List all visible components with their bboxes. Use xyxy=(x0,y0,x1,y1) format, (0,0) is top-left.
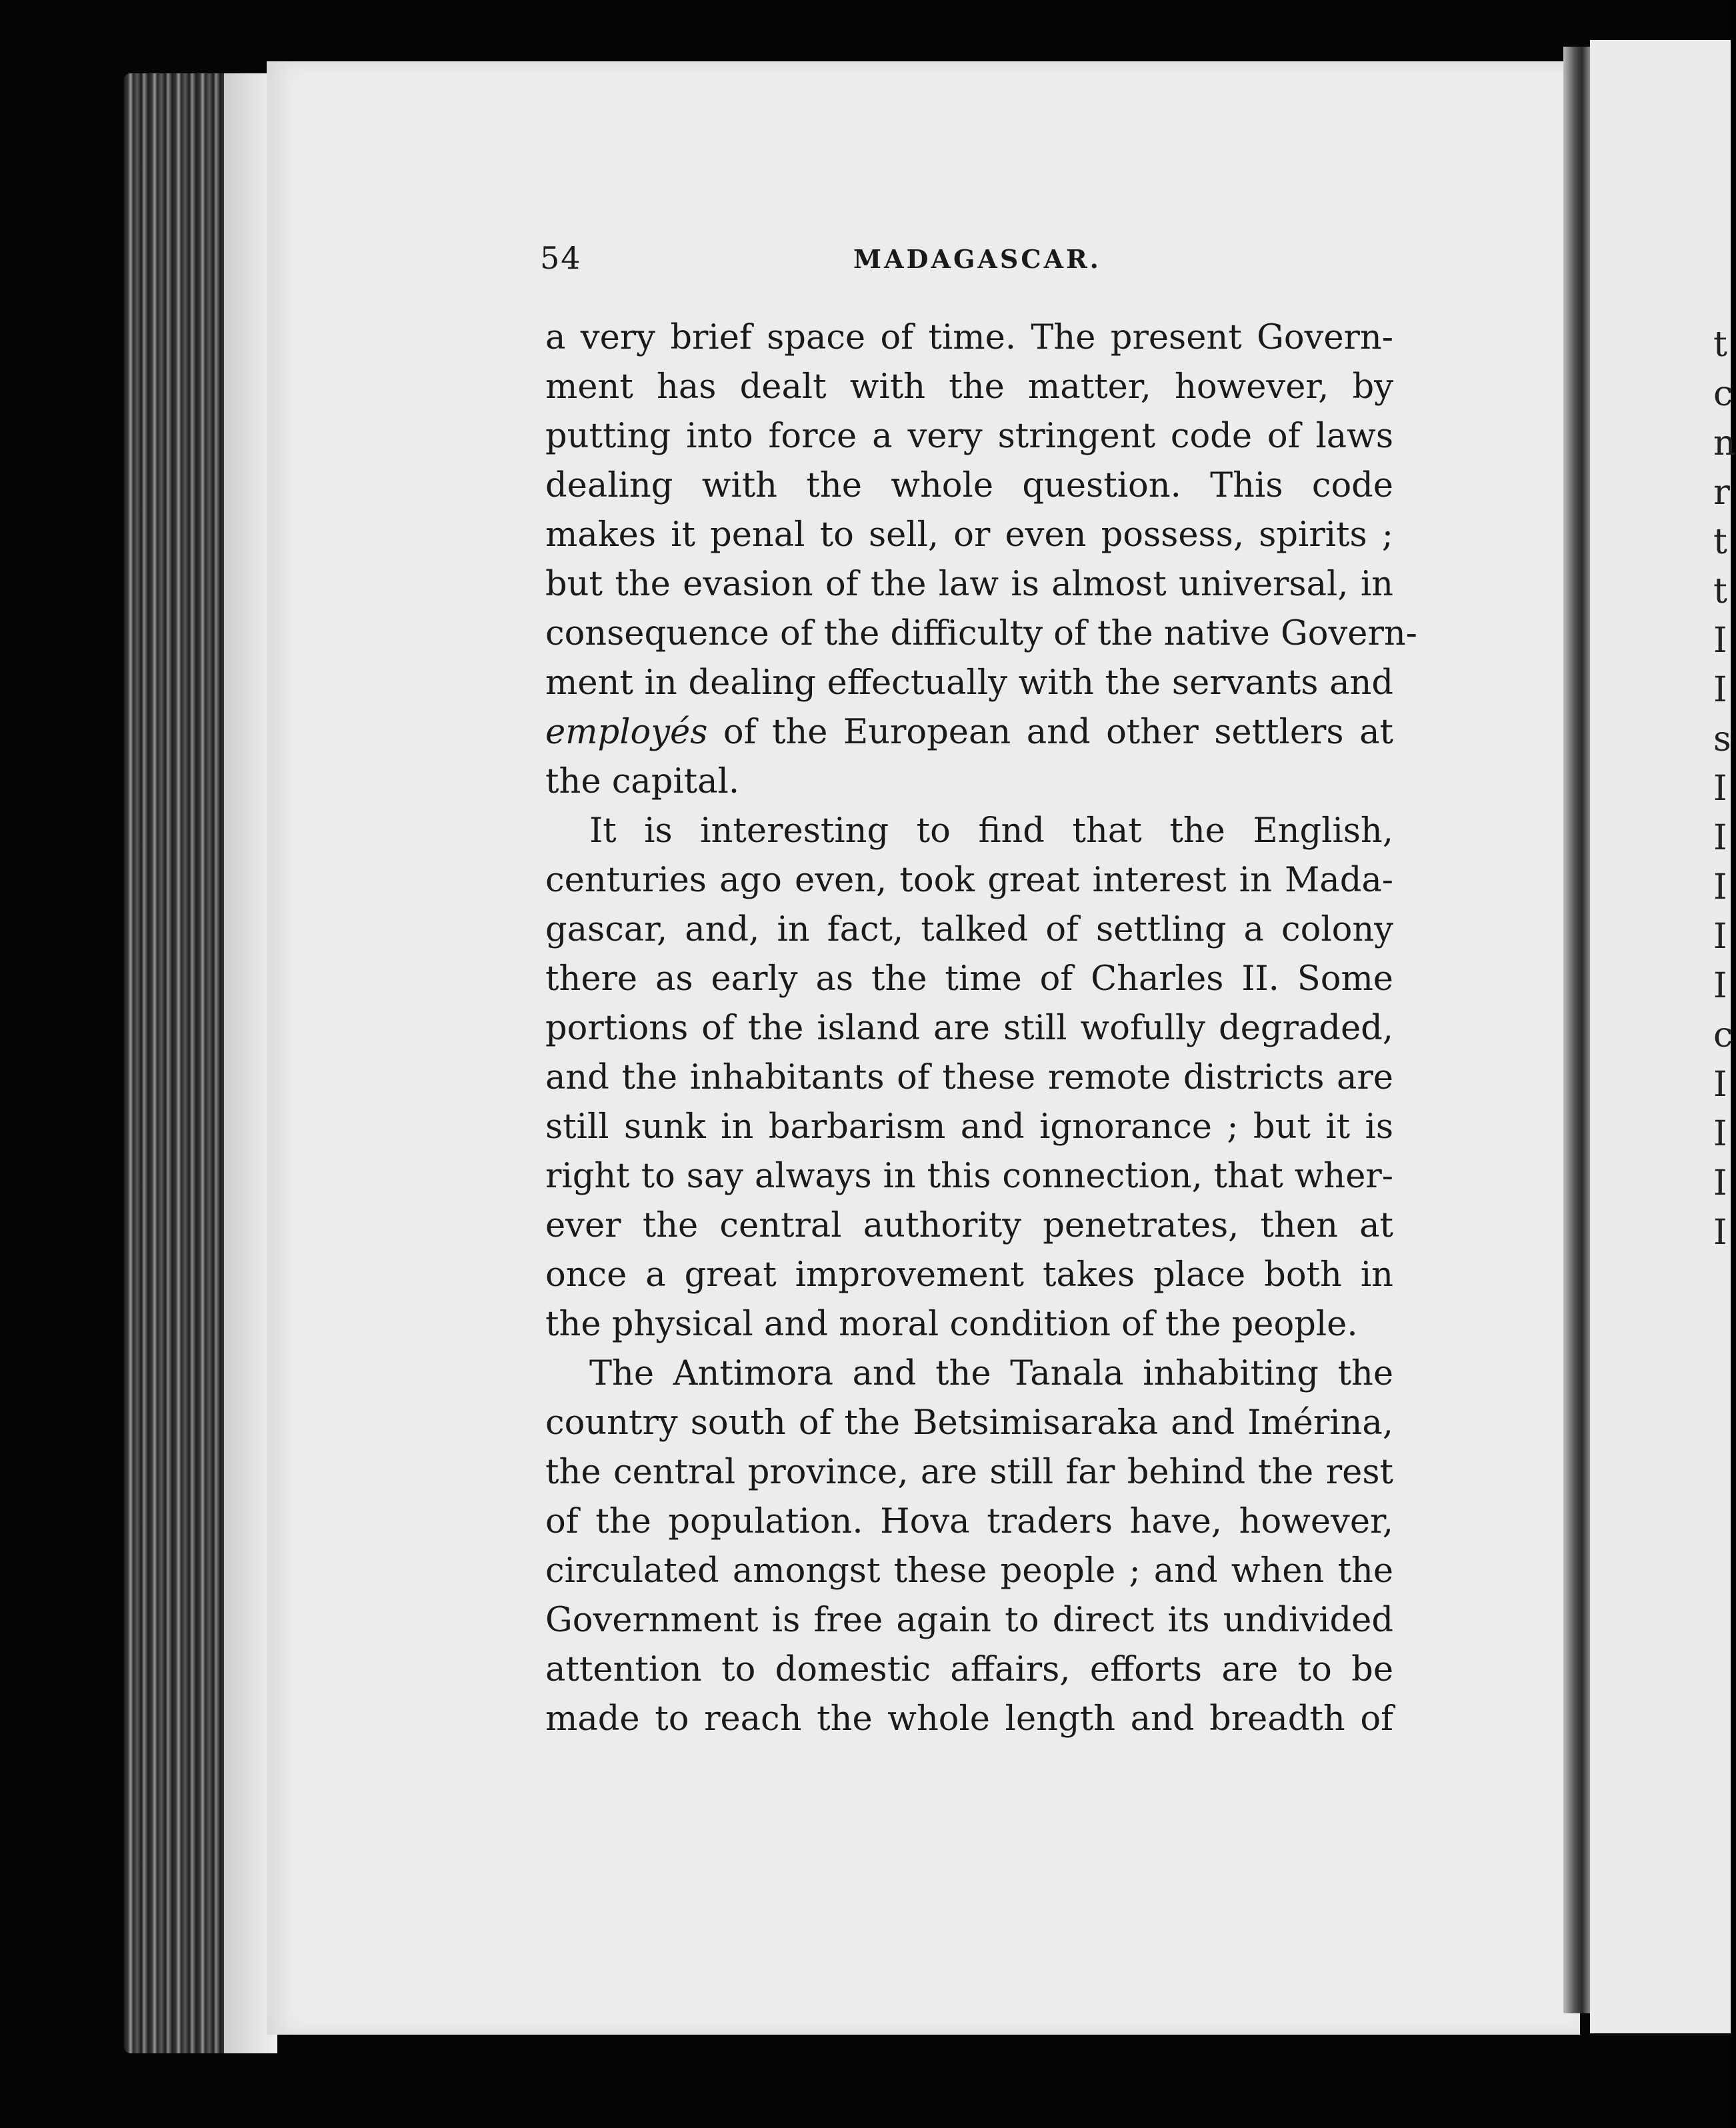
facing-letter: I xyxy=(1713,769,1727,809)
text-line: ment has dealt with the matter, however, by xyxy=(545,367,1393,407)
facing-letter: I xyxy=(1713,1114,1727,1154)
facing-letter: r xyxy=(1713,473,1730,513)
facing-page-text xyxy=(1713,320,1736,1257)
facing-letter: t xyxy=(1713,522,1727,562)
facing-letter: c xyxy=(1713,1015,1733,1055)
text-line: right to say always in this connection, that wher- xyxy=(545,1157,1393,1196)
page-number: 54 xyxy=(540,240,582,276)
italic-word: employés xyxy=(545,713,708,752)
text-line: the central province, are still far behind the rest xyxy=(545,1453,1393,1492)
facing-letter: c xyxy=(1713,374,1733,414)
body-text xyxy=(545,313,1417,1744)
facing-letter: I xyxy=(1713,917,1727,957)
book-gutter xyxy=(1563,47,1590,2013)
text-line: Government is free again to direct its undivided xyxy=(545,1601,1393,1640)
text-line: attention to domestic affairs, efforts are to be xyxy=(545,1650,1393,1689)
facing-letter: I xyxy=(1713,966,1727,1006)
paragraph-start-line: The Antimora and the Tanala inhabiting the xyxy=(589,1354,1393,1393)
facing-letter: I xyxy=(1713,621,1727,661)
facing-page xyxy=(1590,40,1736,2033)
facing-letter: I xyxy=(1713,867,1727,907)
text-line: there as early as the time of Charles II. Some xyxy=(545,959,1393,999)
facing-letter: I xyxy=(1713,1213,1727,1253)
text-line: portions of the island are still wofully degraded, xyxy=(545,1009,1393,1048)
text-line: putting into force a very stringent code of laws xyxy=(545,417,1393,456)
text-line: country south of the Betsimisaraka and Imérina, xyxy=(545,1403,1393,1443)
facing-letter: s xyxy=(1713,719,1731,759)
text-line-mixed xyxy=(545,708,1393,757)
text-line: but the evasion of the law is almost universal, in xyxy=(545,565,1393,604)
paragraph-start-line: It is interesting to find that the English, xyxy=(589,811,1393,851)
facing-letter: n xyxy=(1713,423,1736,463)
text-line: centuries ago even, took great interest in Mada- xyxy=(545,861,1393,900)
facing-letter: I xyxy=(1713,1163,1727,1203)
text-line: once a great improvement takes place both in xyxy=(545,1255,1393,1295)
text-line: a very brief space of time. The present Govern- xyxy=(545,318,1393,357)
text-line: ever the central authority penetrates, then at xyxy=(545,1206,1393,1245)
text-fragment: of the European and other settlers at xyxy=(723,713,1393,752)
book-page-edges xyxy=(124,73,277,2053)
text-line: dealing with the whole question. This code xyxy=(545,466,1393,505)
text-line: and the inhabitants of these remote districts are xyxy=(545,1058,1393,1097)
text-line: consequence of the difficulty of the native Govern- xyxy=(545,614,1417,653)
text-line: of the population. Hova traders have, however, xyxy=(545,1502,1393,1541)
text-line: made to reach the whole length and breadth of xyxy=(545,1699,1393,1739)
running-title: MADAGASCAR. xyxy=(853,244,1101,274)
facing-letter: t xyxy=(1713,325,1727,365)
text-line: still sunk in barbarism and ignorance ; but it is xyxy=(545,1107,1393,1147)
text-line: ment in dealing effectually with the servants and xyxy=(545,663,1393,703)
text-line: gascar, and, in fact, talked of settling a colony xyxy=(545,910,1393,949)
running-head xyxy=(540,240,1393,280)
facing-letter: I xyxy=(1713,1065,1727,1105)
facing-letter: I xyxy=(1713,670,1727,710)
text-line: makes it penal to sell, or even possess, spirits ; xyxy=(545,515,1393,555)
text-line: the capital. xyxy=(545,762,740,801)
facing-letter: I xyxy=(1713,818,1727,858)
text-line: the physical and moral condition of the people. xyxy=(545,1305,1358,1344)
facing-letter: t xyxy=(1713,571,1727,611)
text-line: circulated amongst these people ; and when the xyxy=(545,1551,1393,1591)
